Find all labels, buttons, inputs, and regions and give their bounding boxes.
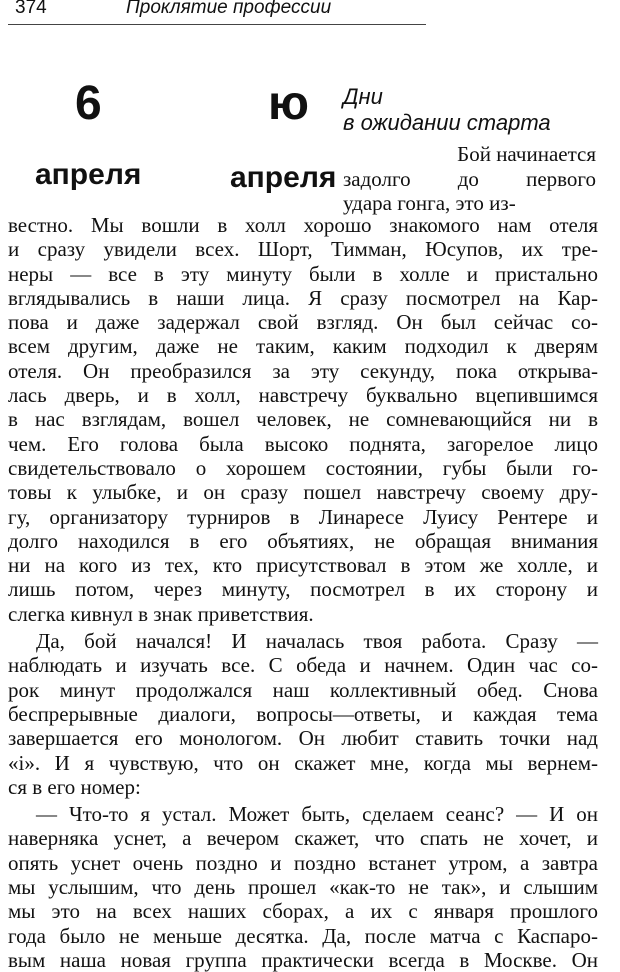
paragraph-3	[8, 802, 598, 972]
text-line: свидетельствовало о хорошем состоянии, губы были го-	[8, 455, 598, 480]
text-line: завершается его монологом. Он любит ставить точки над	[8, 726, 598, 751]
text-line: мы это на всех наших сборах, а их с января прошлого	[8, 899, 598, 924]
text-line: «i». И я чувствую, что он скажет мне, когда мы вернем-	[8, 750, 598, 775]
text-line: лась дверь, и в холл, навстречу буквально вцепившимся	[8, 383, 598, 408]
body-text	[8, 213, 598, 972]
text-line: неры — все в эту минуту были в холле и пристально	[8, 261, 598, 286]
intro-line: удара гонга, это из-	[343, 191, 516, 215]
text-line: всем другим, даже не таким, каким подходил к дверям	[8, 334, 598, 359]
text-line: ни на кого из тех, кто присутствовал в этом же холле, и	[8, 553, 598, 578]
date-left-day: 6	[75, 77, 102, 130]
text-line: наблюдать и изучать все. С обеда и начнем. Один час со-	[8, 653, 598, 678]
date-left-month: апреля	[35, 158, 142, 191]
text-line: пова и даже задержал свой взгляд. Он был сейчас со-	[8, 310, 598, 335]
running-title: Проклятие профессии	[126, 0, 332, 18]
intro-line: задолго до первого	[343, 166, 596, 191]
text-line: слегка кивнул в знак приветствия.	[8, 601, 314, 626]
section-heading-line-2: в ожидании старта	[343, 110, 551, 135]
paragraph-1	[8, 213, 598, 626]
text-line: отеля. Он преобразился за эту секунду, пока открыва-	[8, 358, 598, 383]
header-rule	[8, 24, 426, 25]
text-line: ся в его номер:	[8, 774, 141, 799]
intro-line: Бой начинается	[457, 142, 596, 166]
text-line: долго находился в его объятиях, не обращая внимания	[8, 528, 598, 553]
date-right-month: апреля	[230, 161, 337, 194]
section-heading-line-1: Дни	[343, 84, 383, 109]
date-right-day: ю	[268, 77, 309, 130]
text-line: вым наша новая группа практически всегда в Москве. Он	[8, 947, 598, 972]
text-line: наверняка уснет, а вечером скажет, что спать не хочет, и	[8, 826, 598, 851]
text-line: мы услышим, что день прошел «как-то не так», и слышим	[8, 875, 598, 900]
text-line: чем. Его голова была высоко поднята, загорелое лицо	[8, 431, 598, 456]
text-line: гу, организатору турниров в Линаресе Луису Рентере и	[8, 504, 598, 529]
text-line: вглядывались в наши лица. Я сразу посмотрел на Кар-	[8, 285, 598, 310]
text-line: в нас взглядам, вошел человек, не сомневающийся ни в	[8, 407, 598, 432]
text-line: товы к улыбке, и он сразу пошел навстречу своему дру-	[8, 480, 598, 505]
paragraph-2	[8, 629, 598, 799]
text-line: опять уснет очень поздно и поздно встанет утром, а завтра	[8, 850, 598, 875]
page-number: 374	[15, 0, 47, 18]
section-heading	[343, 84, 551, 136]
text-line: Да, бой начался! И началась твоя работа. Сразу —	[36, 629, 598, 654]
section-intro	[343, 142, 596, 216]
text-line: беспрерывные диалоги, вопросы—ответы, и каждая тема	[8, 701, 598, 726]
text-line: и сразу увидели всех. Шорт, Тимман, Юсупов, их тре-	[8, 237, 598, 262]
text-line: — Что-то я устал. Может быть, сделаем сеанс? — И он	[36, 802, 598, 827]
text-line: рок минут продолжался наш коллективный обед. Снова	[8, 677, 598, 702]
text-line: года было не меньше десятка. Да, после матча с Каспаро-	[8, 923, 598, 948]
text-line: вестно. Мы вошли в холл хорошо знакомого нам отеля	[8, 213, 598, 237]
text-line: лишь потом, через минуту, посмотрел в их сторону и	[8, 577, 598, 602]
